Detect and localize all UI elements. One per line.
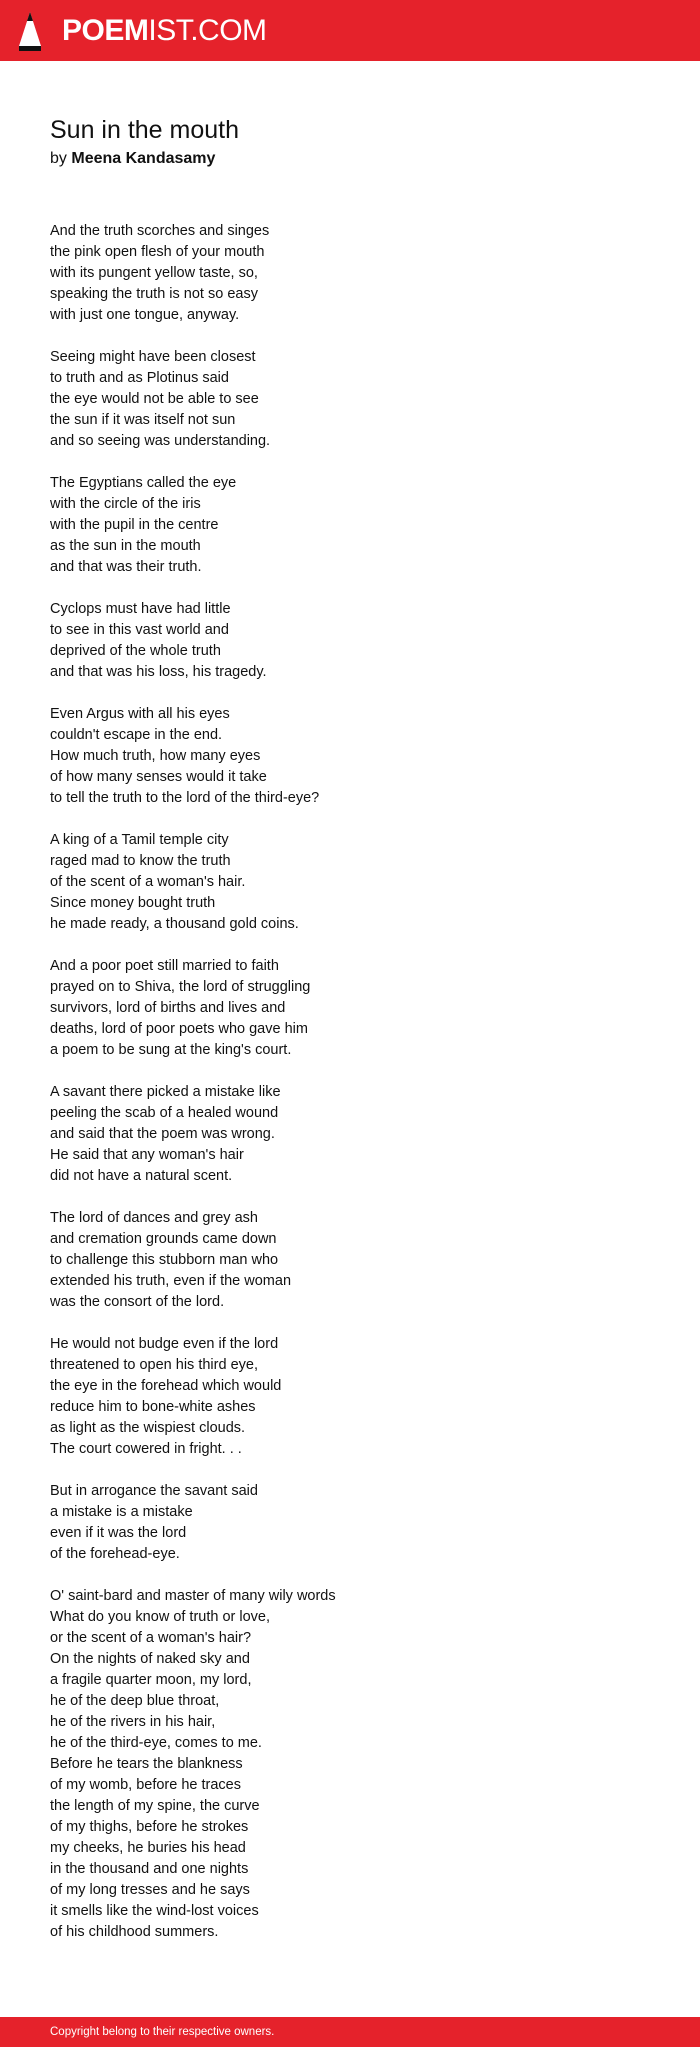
poem-line: couldn't escape in the end. bbox=[50, 727, 223, 743]
poem-line: to challenge this stubborn man who bbox=[50, 1252, 279, 1268]
poem-line: and that was their truth. bbox=[50, 559, 202, 575]
poem-line: of the scent of a woman's hair. bbox=[50, 874, 246, 890]
site-header bbox=[0, 0, 700, 61]
copyright-text: Copyright belong to their respective owners. bbox=[50, 2026, 275, 2038]
poem-line: prayed on to Shiva, the lord of struggling bbox=[50, 979, 311, 995]
poem-byline bbox=[50, 147, 650, 171]
poem-line: Since money bought truth bbox=[50, 895, 216, 911]
poem-line: The Egyptians called the eye bbox=[50, 475, 237, 491]
poem-line: Even Argus with all his eyes bbox=[50, 706, 230, 722]
poem-line: survivors, lord of births and lives and bbox=[50, 1000, 286, 1016]
poem-line: The lord of dances and grey ash bbox=[50, 1210, 258, 1226]
poem-line: and that was his loss, his tragedy. bbox=[50, 664, 267, 680]
poem-line: reduce him to bone-white ashes bbox=[50, 1399, 256, 1415]
poem-line: as the sun in the mouth bbox=[50, 538, 201, 554]
site-footer bbox=[0, 2017, 700, 2047]
poem-line: extended his truth, even if the woman bbox=[50, 1273, 292, 1289]
logo-light-text: IST.COM bbox=[148, 14, 267, 47]
poem-line: he of the rivers in his hair, bbox=[50, 1714, 216, 1730]
pencil-tip-icon[interactable] bbox=[16, 10, 44, 52]
poem-line: Cyclops must have had little bbox=[50, 601, 231, 617]
poem-line: in the thousand and one nights bbox=[50, 1861, 249, 1877]
poem-line: He would not budge even if the lord bbox=[50, 1336, 279, 1352]
poem-line: to truth and as Plotinus said bbox=[50, 370, 229, 386]
poem-line: On the nights of naked sky and bbox=[50, 1651, 250, 1667]
poem-line: And a poor poet still married to faith bbox=[50, 958, 279, 974]
poem-body bbox=[50, 221, 650, 1943]
poem-line: And the truth scorches and singes bbox=[50, 223, 270, 239]
site-logo[interactable] bbox=[62, 11, 267, 51]
poem-line: with the pupil in the centre bbox=[50, 517, 219, 533]
poem-line: or the scent of a woman's hair? bbox=[50, 1630, 252, 1646]
poem-line: deaths, lord of poor poets who gave him bbox=[50, 1021, 308, 1037]
poem-stanza bbox=[50, 1208, 650, 1313]
poem-line: the sun if it was itself not sun bbox=[50, 412, 236, 428]
poem-line: to see in this vast world and bbox=[50, 622, 229, 638]
poem-line: He said that any woman's hair bbox=[50, 1147, 244, 1163]
poem-line: Seeing might have been closest bbox=[50, 349, 256, 365]
poem-line: a fragile quarter moon, my lord, bbox=[50, 1672, 252, 1688]
poem-line: with just one tongue, anyway. bbox=[50, 307, 240, 323]
poem-line: of my womb, before he traces bbox=[50, 1777, 241, 1793]
by-label: by bbox=[50, 150, 67, 167]
poem-line: he of the deep blue throat, bbox=[50, 1693, 220, 1709]
poem-line: speaking the truth is not so easy bbox=[50, 286, 258, 302]
poem-line: deprived of the whole truth bbox=[50, 643, 221, 659]
poem-line: he of the third-eye, comes to me. bbox=[50, 1735, 262, 1751]
poem-stanza bbox=[50, 347, 650, 452]
poem-line: O' saint-bard and master of many wily words bbox=[50, 1588, 336, 1604]
poem-line: A king of a Tamil temple city bbox=[50, 832, 229, 848]
poem-line: he made ready, a thousand gold coins. bbox=[50, 916, 299, 932]
poem-line: threatened to open his third eye, bbox=[50, 1357, 258, 1373]
poem-line: did not have a natural scent. bbox=[50, 1168, 233, 1184]
poem-stanza bbox=[50, 830, 650, 935]
poem-stanza bbox=[50, 599, 650, 683]
poem-stanza bbox=[50, 1586, 650, 1943]
poem-line: peeling the scab of a healed wound bbox=[50, 1105, 279, 1121]
poem-line: and said that the poem was wrong. bbox=[50, 1126, 275, 1142]
poem-stanza bbox=[50, 473, 650, 578]
poem-stanza bbox=[50, 221, 650, 326]
poem-stanza bbox=[50, 1481, 650, 1565]
poem-line: the eye would not be able to see bbox=[50, 391, 259, 407]
poem-line: even if it was the lord bbox=[50, 1525, 187, 1541]
poem-line: was the consort of the lord. bbox=[50, 1294, 225, 1310]
poem-line: Before he tears the blankness bbox=[50, 1756, 243, 1772]
poem-line: to tell the truth to the lord of the third-eye? bbox=[50, 790, 320, 806]
poem-title: Sun in the mouth bbox=[50, 116, 240, 144]
logo-strong-text: POEM bbox=[62, 14, 149, 47]
poem-line: How much truth, how many eyes bbox=[50, 748, 261, 764]
poem-line: of how many senses would it take bbox=[50, 769, 267, 785]
poem-line: the length of my spine, the curve bbox=[50, 1798, 260, 1814]
poem-line: What do you know of truth or love, bbox=[50, 1609, 271, 1625]
poem-line: the eye in the forehead which would bbox=[50, 1378, 282, 1394]
poem-stanza bbox=[50, 704, 650, 809]
poem-line: it smells like the wind-lost voices bbox=[50, 1903, 259, 1919]
poem-line: my cheeks, he buries his head bbox=[50, 1840, 246, 1856]
poem-line: with the circle of the iris bbox=[50, 496, 201, 512]
poem-author[interactable]: Meena Kandasamy bbox=[71, 150, 216, 167]
poem-stanza bbox=[50, 956, 650, 1061]
poem-line: a mistake is a mistake bbox=[50, 1504, 193, 1520]
poem-line: of my long tresses and he says bbox=[50, 1882, 250, 1898]
poem-line: a poem to be sung at the king's court. bbox=[50, 1042, 292, 1058]
poem-line: with its pungent yellow taste, so, bbox=[50, 265, 258, 281]
poem-line: of my thighs, before he strokes bbox=[50, 1819, 249, 1835]
poem-line: of the forehead-eye. bbox=[50, 1546, 180, 1562]
poem-line: raged mad to know the truth bbox=[50, 853, 231, 869]
poem-line: and so seeing was understanding. bbox=[50, 433, 271, 449]
poem-content bbox=[50, 113, 650, 1964]
poem-line: the pink open flesh of your mouth bbox=[50, 244, 265, 260]
poem-line: and cremation grounds came down bbox=[50, 1231, 277, 1247]
poem-line: as light as the wispiest clouds. bbox=[50, 1420, 246, 1436]
poem-line: of his childhood summers. bbox=[50, 1924, 219, 1940]
poem-line: But in arrogance the savant said bbox=[50, 1483, 258, 1499]
poem-line: A savant there picked a mistake like bbox=[50, 1084, 281, 1100]
poem-stanza bbox=[50, 1082, 650, 1187]
poem-stanza bbox=[50, 1334, 650, 1460]
poem-line: The court cowered in fright. . . bbox=[50, 1441, 242, 1457]
